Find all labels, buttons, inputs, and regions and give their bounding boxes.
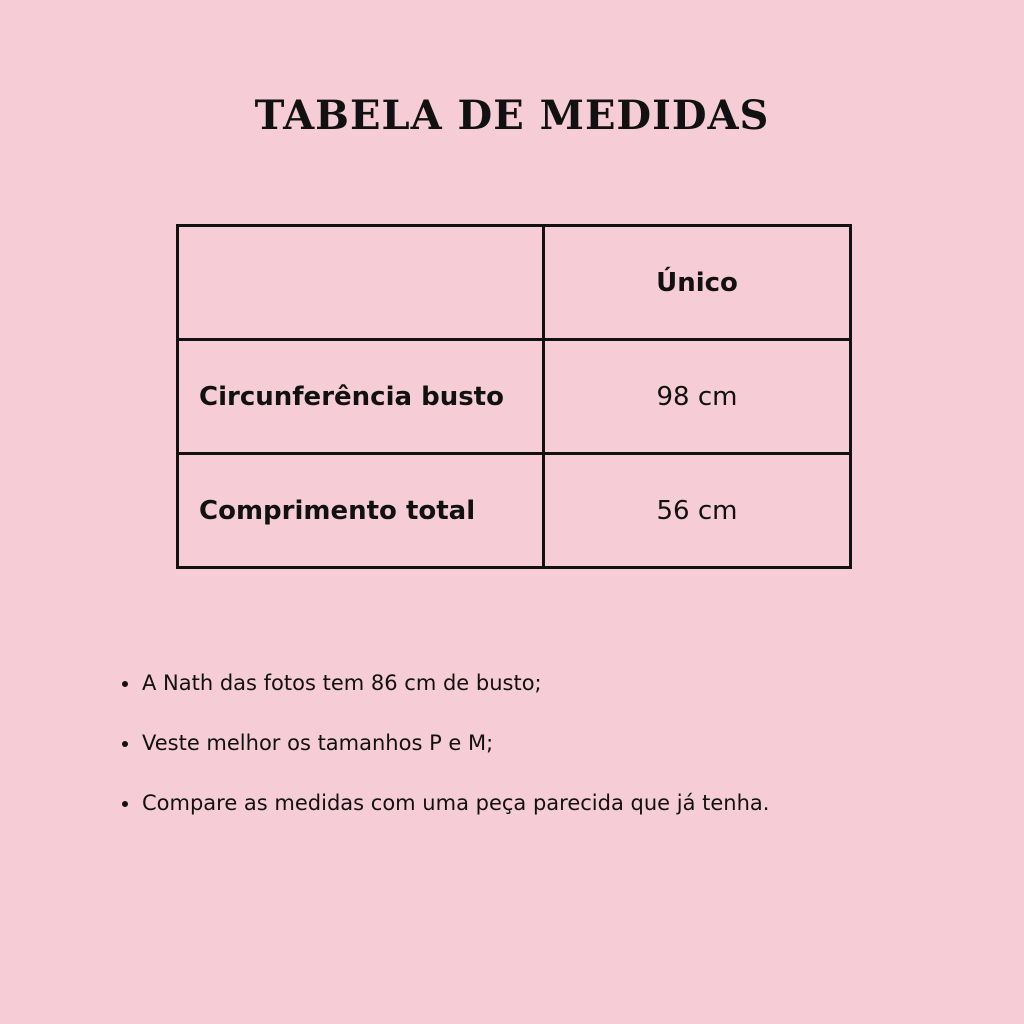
table-header-empty-cell	[178, 226, 544, 340]
table-row-label: Comprimento total	[178, 454, 544, 568]
bullet-icon	[122, 741, 128, 747]
note-text: Veste melhor os tamanhos P e M;	[142, 731, 494, 755]
table-header-row	[178, 226, 851, 340]
list-item	[122, 670, 942, 696]
bullet-icon	[122, 801, 128, 807]
size-table	[176, 224, 852, 569]
note-text: A Nath das fotos tem 86 cm de busto;	[142, 671, 542, 695]
table-row-value: 98 cm	[544, 340, 851, 454]
bullet-icon	[122, 681, 128, 687]
table-row	[178, 454, 851, 568]
table-header-size: Único	[544, 226, 851, 340]
page-title: TABELA DE MEDIDAS	[254, 92, 770, 139]
notes-list	[122, 670, 942, 850]
list-item	[122, 730, 942, 756]
list-item	[122, 790, 942, 816]
table-row-label: Circunferência busto	[178, 340, 544, 454]
note-text: Compare as medidas com uma peça parecida que já tenha.	[142, 791, 770, 815]
table-row-value: 56 cm	[544, 454, 851, 568]
table-row	[178, 340, 851, 454]
